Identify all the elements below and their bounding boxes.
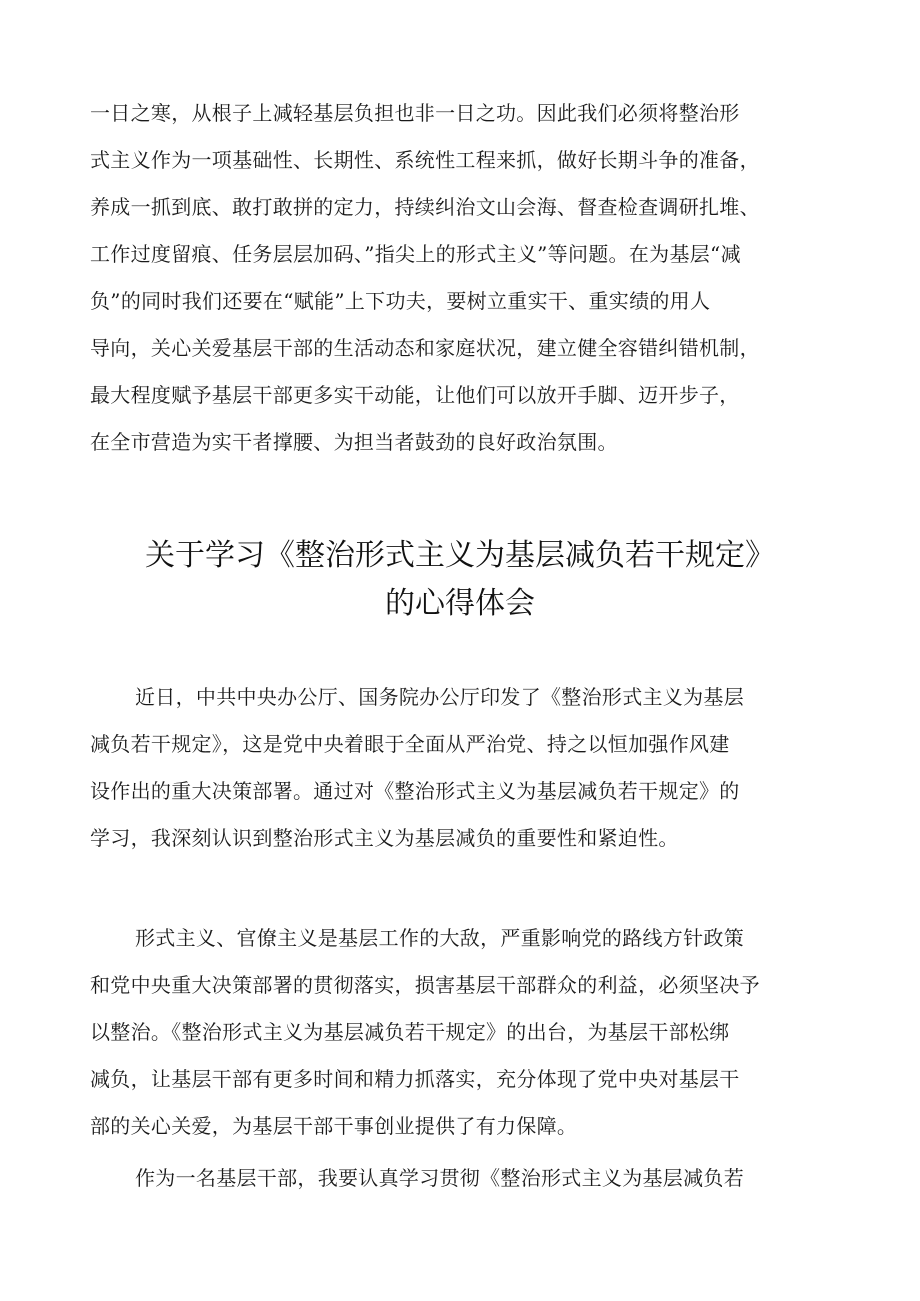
text-line: 减负若干规定》，这是党中央着眼于全面从严治党、持之以恒加强作风建 bbox=[90, 732, 730, 756]
text-line: 部的关心关爱，为基层干部干事创业提供了有力保障。 bbox=[90, 1114, 578, 1138]
text-line: 式主义作为一项基础性、长期性、系统性工程来抓，做好长期斗争的准备， bbox=[90, 148, 760, 172]
title-line-2: 的心得体会 bbox=[385, 586, 535, 621]
paragraph-last bbox=[90, 1155, 835, 1202]
text-line: 以整治。《整治形式主义为基层减负若干规定》的出台，为基层干部松绑 bbox=[90, 1020, 730, 1044]
text-line: 导向，关心关爱基层干部的生活动态和家庭状况，建立健全容错纠错机制， bbox=[90, 336, 760, 360]
text-line: 形式主义、官僚主义是基层工作的大敌，严重影响党的路线方针政策 bbox=[135, 926, 744, 950]
text-line: 工作过度留痕、任务层层加码、”指尖上的形式主义”等问题。在为基层“减 bbox=[90, 242, 741, 266]
paragraph-intro bbox=[90, 674, 835, 862]
paragraph-continuation bbox=[90, 90, 835, 466]
text-line: 负”的同时我们还要在“赋能”上下功夫，要树立重实干、重实绩的用人 bbox=[90, 289, 711, 313]
text-line: 一日之寒，从根子上减轻基层负担也非一日之功。因此我们必须将整治形 bbox=[90, 101, 740, 125]
title-line-1: 关于学习《整治形式主义为基层减负若干规定》 bbox=[145, 538, 775, 573]
paragraph-body bbox=[90, 915, 835, 1150]
text-line: 养成一抓到底、敢打敢拼的定力，持续纠治文山会海、督查检查调研扎堆、 bbox=[90, 195, 760, 219]
text-line: 和党中央重大决策部署的贯彻落实，损害基层干部群众的利益，必须坚决予 bbox=[90, 973, 760, 997]
text-line: 减负，让基层干部有更多时间和精力抓落实，充分体现了党中央对基层干 bbox=[90, 1067, 740, 1091]
text-line: 设作出的重大决策部署。通过对《整治形式主义为基层减负若干规定》的 bbox=[90, 779, 740, 803]
article-title bbox=[60, 532, 860, 628]
text-line: 最大程度赋予基层干部更多实干动能，让他们可以放开手脚、迈开步子， bbox=[90, 383, 740, 407]
text-line: 作为一名基层干部，我要认真学习贯彻《整治形式主义为基层减负若 bbox=[135, 1166, 744, 1190]
text-line: 近日，中共中央办公厅、国务院办公厅印发了《整治形式主义为基层 bbox=[135, 685, 744, 709]
text-line: 学习，我深刻认识到整治形式主义为基层减负的重要性和紧迫性。 bbox=[90, 826, 679, 850]
text-line: 在全市营造为实干者撑腰、为担当者鼓劲的良好政治氛围。 bbox=[90, 430, 618, 454]
